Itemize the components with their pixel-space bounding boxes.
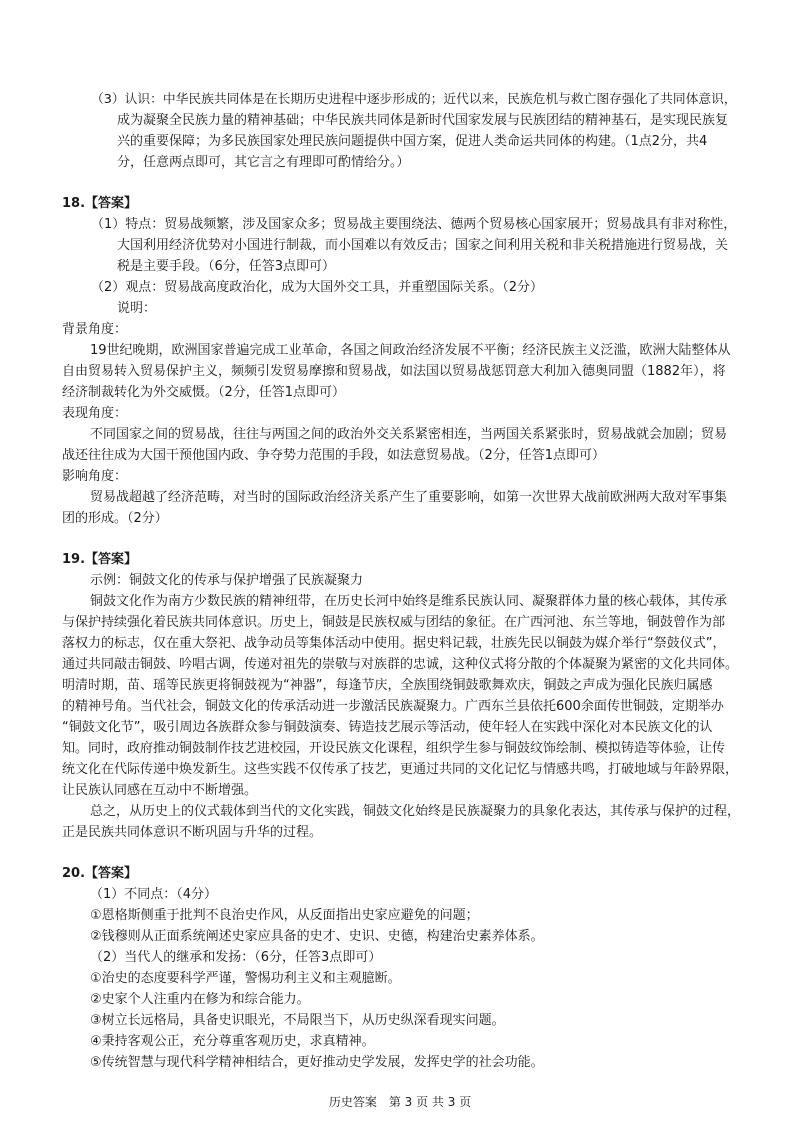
q20-part1-item-1: ①恩格斯侧重于批判不良治史作风，从反面指出史家应避免的问题； — [90, 908, 479, 923]
q19-body-line-9: 统文化在代际传递中焕发新生。这些实践不仅传承了技艺，更通过共同的文化记忆与情感共鸣，打破地域与年龄界限， — [62, 762, 739, 777]
q20-part2-item-4: ④秉持客观公正，充分尊重客观历史，求真精神。 — [90, 1034, 375, 1049]
q19-body-line-5: 明清时期，苗、瑶等民族更将铜鼓视为“神器”，每逢节庆，全族围绕铜鼓歌舞欢庆，铜鼓之声成为强化民族归属感 — [62, 678, 713, 693]
q19-body-line-1: 铜鼓文化作为南方少数民族的精神纽带，在历史长河中始终是维系民族认同、凝聚群体力量的核心载体，其传承 — [90, 594, 728, 609]
q19-summary-line-2: 正是民族共同体意识不断巩固与升华的过程。 — [62, 825, 323, 840]
q17-part3-line-3: 兴的重要保障；为多民族国家处理民族问题提供中国方案，促进人类命运共同体的构建。（1点2分，共4 — [117, 134, 708, 149]
q20-part1-item-2: ②钱穆则从正面系统阐述史家应具备的史才、史识、史德，构建治史素养体系。 — [90, 929, 544, 944]
q19-body-line-6: 的精神号角。当代社会，铜鼓文化的传承活动进一步激活民族凝聚力。广西东兰县依托600余面传世铜鼓，定期举办 — [62, 699, 724, 714]
q18-influence-line-1: 贸易战超越了经济范畴，对当时的国际政治经济关系产生了重要影响，如第一次世界大战前欧洲两大敌对军事集 — [90, 490, 728, 505]
q19-body-line-10: 让民族认同感在互动中不断增强。 — [62, 783, 258, 798]
q20-part1: （1）不同点：（4分） — [90, 887, 218, 902]
q19-example-title: 示例：铜鼓文化的传承与保护增强了民族凝聚力 — [90, 573, 364, 588]
q18-background-line-1: 19世纪晚期，欧洲国家普遍完成工业革命，各国之间政治经济发展不平衡；经济民族主义泛滥，欧洲大陆整体从 — [90, 343, 731, 358]
page-footer: 历史答案 第 3 页 共 3 页 — [328, 1095, 472, 1109]
q20-part2-item-5: ⑤传统智慧与现代科学精神相结合，更好推动史学发展，发挥史学的社会功能。 — [90, 1055, 544, 1070]
q19-heading: 19.【答案】 — [62, 552, 138, 567]
q20-part2-item-3: ③树立长远格局，具备史识眼光，不局限当下，从历史纵深看现实问题。 — [90, 1013, 505, 1028]
q18-part1-line-3: 税是主要手段。（6分，任答3点即可） — [117, 259, 336, 274]
q20-part2-item-2: ②史家个人注重内在修为和综合能力。 — [90, 992, 310, 1007]
q18-part1-line-1: （1）特点：贸易战频繁，涉及国家众多；贸易战主要围绕法、德两个贸易核心国家展开；贸易战具有非对称性， — [91, 217, 737, 232]
q20-part2-item-1: ①治史的态度要科学严谨，警惕功利主义和主观臆断。 — [90, 971, 401, 986]
q19-body-line-2: 与保护持续强化着民族共同体意识。历史上，铜鼓是民族权威与团结的象征。在广西河池、东兰等地，铜鼓曾作为部 — [62, 615, 726, 630]
q19-body-line-4: 通过共同敲击铜鼓、吟唱古调，传递对祖先的崇敬与对族群的忠诚，这种仪式将分散的个体凝聚为紧密的文化共同体。 — [62, 657, 739, 672]
q18-part2: （2）观点：贸易战高度政治化，成为大国外交工具，并重塑国际关系。（2分） — [91, 280, 544, 295]
q17-part3-line-4: 分，任意两点即可，其它言之有理即可酌情给分。） — [117, 155, 410, 170]
q18-performance-line-2: 战还往往成为大国干预他国内政、争夺势力范围的手段，如法意贸易战。（2分，任答1点即可） — [62, 448, 606, 463]
q19-summary-line-1: 总之，从历史上的仪式载体到当代的文化实践，铜鼓文化始终是民族凝聚力的具象化表达，其传承与保护的过程， — [90, 804, 741, 819]
q19-body-line-7: “铜鼓文化节”，吸引周边各族群众参与铜鼓演奏、铸造技艺展示等活动，使年轻人在实践中深化对本民族文化的认 — [62, 720, 713, 735]
q20-part2: （2）当代人的继承和发扬：（6分，任答3点即可） — [90, 950, 382, 965]
q18-performance-line-1: 不同国家之间的贸易战，往往与两国之间的政治外交关系紧密相连，当两国关系紧张时，贸易战就会加剧；贸易 — [90, 427, 728, 442]
q19-body-line-3: 落权力的标志，仅在重大祭祀、战争动员等集体活动中使用。据史料记载，壮族先民以铜鼓为媒介举行“祭鼓仪式”， — [62, 636, 726, 651]
q17-part3-line-1: （3）认识：中华民族共同体是在长期历史进程中逐步形成的；近代以来，民族危机与救亡图存强化了共同体意识， — [91, 92, 737, 107]
q18-explain-label: 说明： — [117, 301, 157, 316]
q20-heading: 20.【答案】 — [62, 866, 138, 881]
q18-background-line-2: 自由贸易转入贸易保护主义，频频引发贸易摩擦和贸易战，如法国以贸易战惩罚意大利加入德奥同盟（1882年），将 — [62, 364, 726, 379]
q18-background-title: 背景角度： — [62, 322, 128, 337]
q18-performance-title: 表现角度： — [62, 406, 128, 421]
q18-heading: 18.【答案】 — [62, 196, 138, 211]
q17-part3-line-2: 成为凝聚全民族力量的精神基础；中华民族共同体是新时代国家发展与民族团结的精神基石，是实现民族复 — [117, 113, 729, 128]
q18-influence-title: 影响角度： — [62, 469, 128, 484]
q19-body-line-8: 知。同时，政府推动铜鼓制作技艺进校园，开设民族文化课程，组织学生参与铜鼓纹饰绘制、模拟铸造等体验，让传 — [62, 741, 726, 756]
q18-influence-line-2: 团的形成。（2分） — [62, 511, 168, 526]
q18-background-line-3: 经济制裁转化为外交威慑。（2分，任答1点即可） — [62, 385, 346, 400]
q18-part1-line-2: 大国利用经济优势对小国进行制裁，而小国难以有效反击；国家之间利用关税和非关税措施进行贸易战，关 — [117, 238, 729, 253]
